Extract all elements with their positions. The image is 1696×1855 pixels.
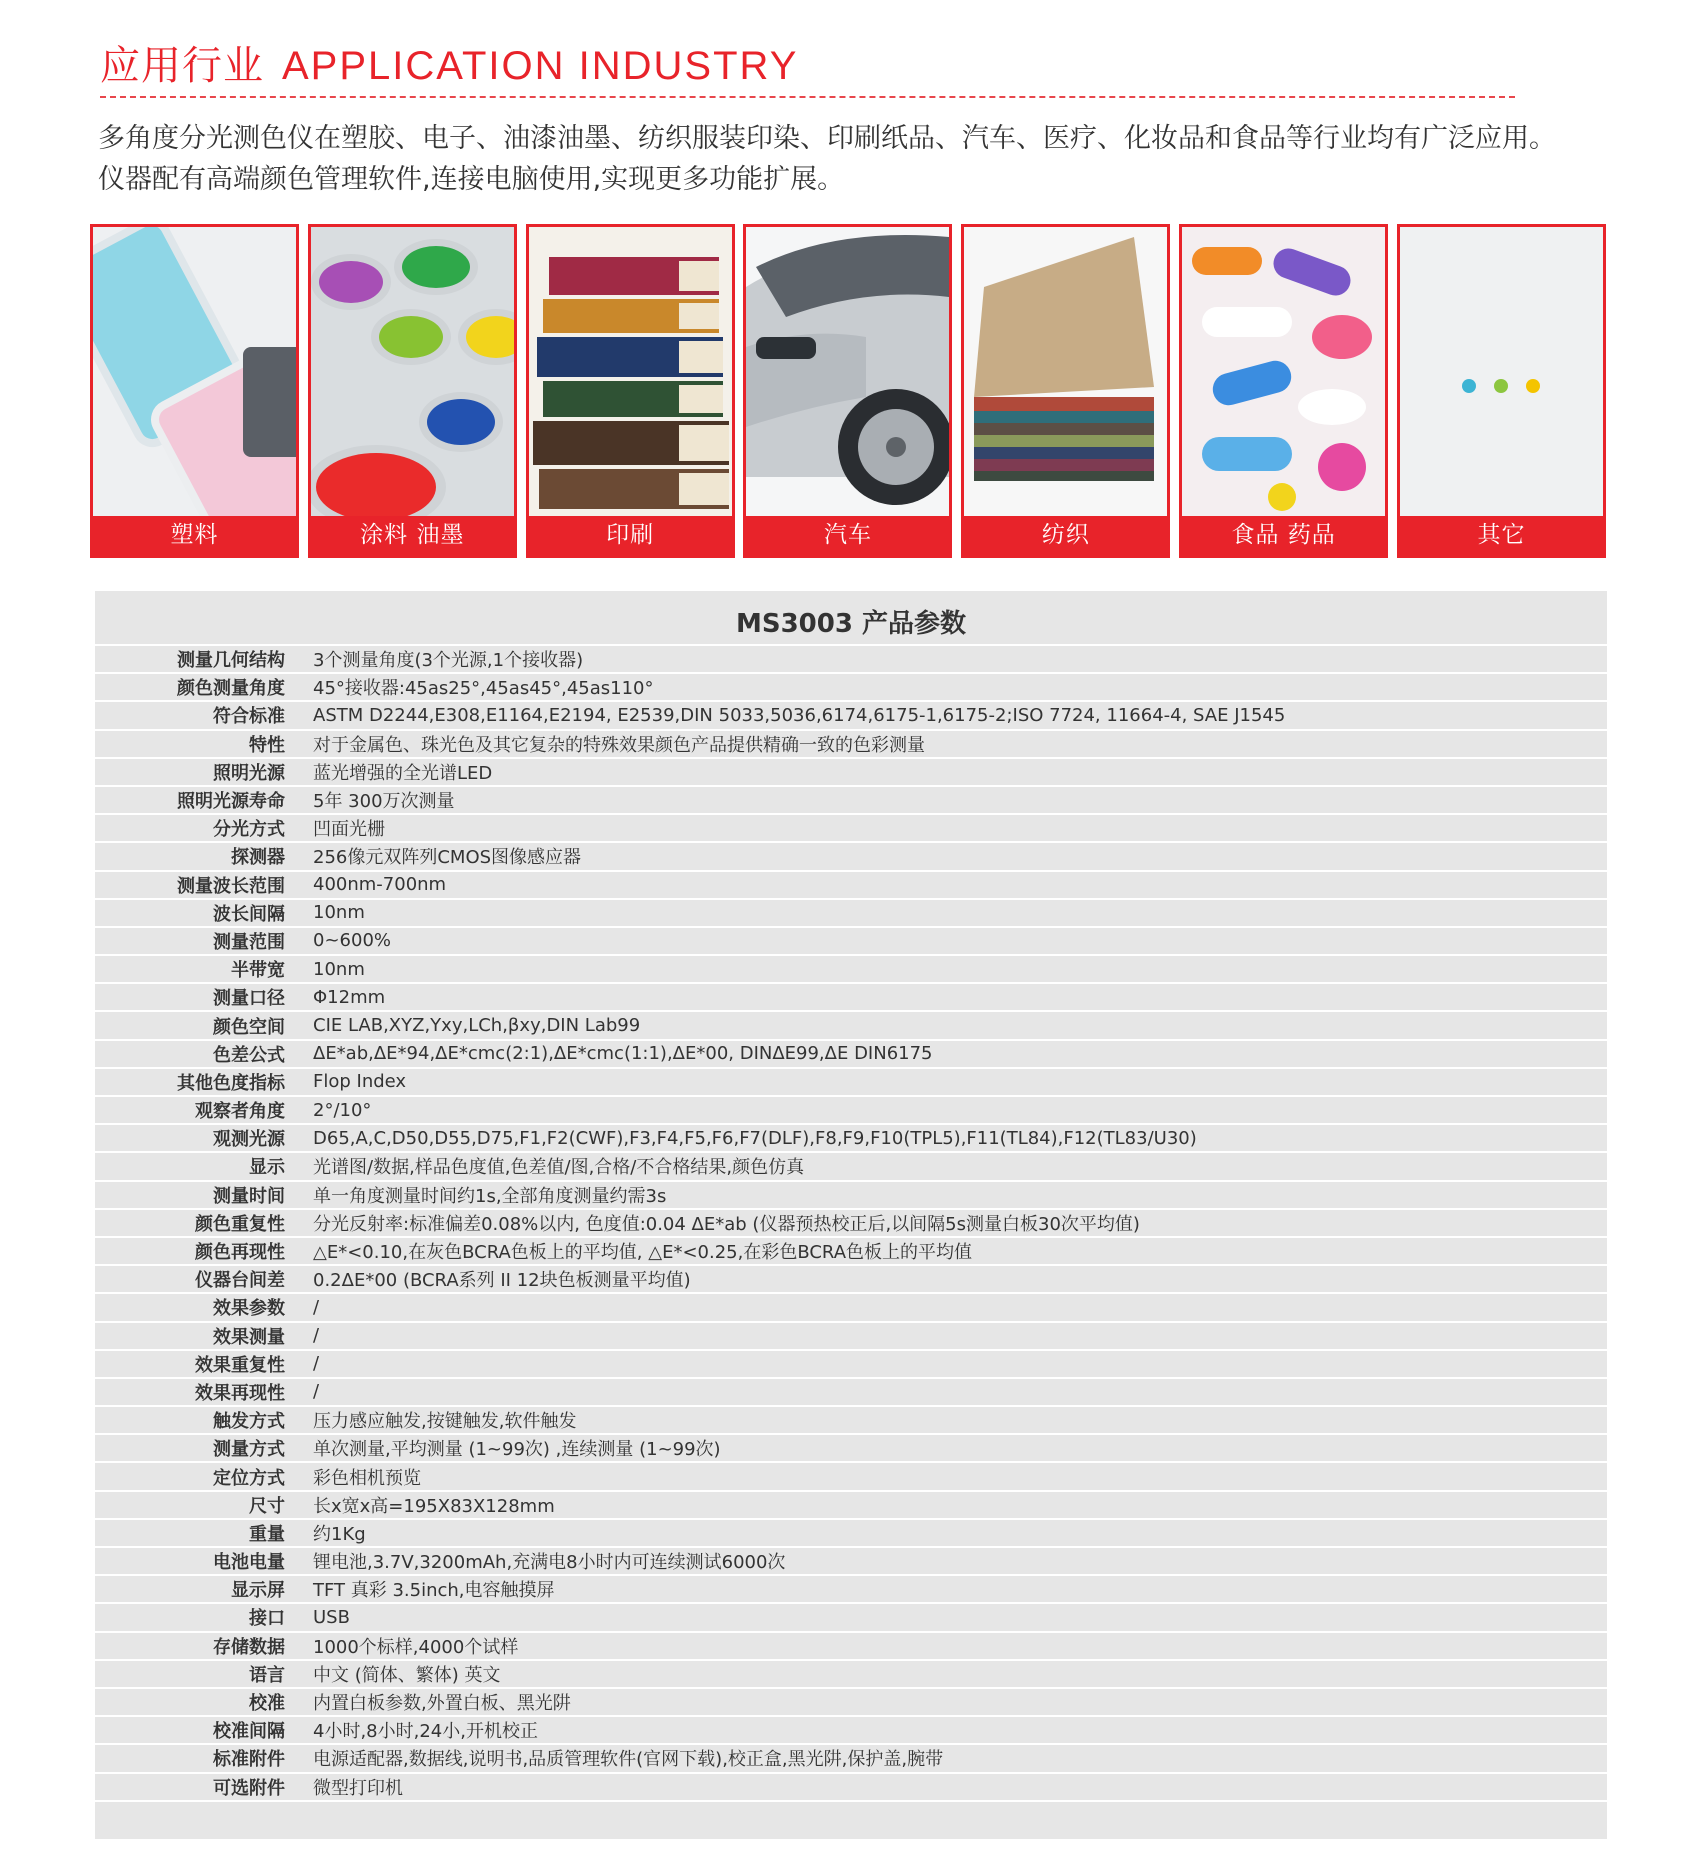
spec-row [95, 1661, 1607, 1689]
spec-row [95, 843, 1607, 871]
spec-row [95, 1407, 1607, 1435]
spec-title: MS3003 产品参数 [95, 591, 1607, 646]
spec-row [95, 1351, 1607, 1379]
spec-key: 测量口径 [213, 988, 285, 1010]
spec-row [95, 1125, 1607, 1153]
spec-value: USB [313, 1606, 350, 1628]
spec-key: 语言 [249, 1664, 285, 1686]
spec-value: D65,A,C,D50,D55,D75,F1,F2(CWF),F3,F4,F5,F6,F7(DLF),F8,F9,F10(TPL5),F11(TL84),F12(TL83/U30) [313, 1127, 1197, 1149]
spec-row [95, 1097, 1607, 1125]
spec-value: 彩色相机预览 [313, 1467, 421, 1489]
spec-row [95, 1717, 1607, 1745]
spec-row [95, 1604, 1607, 1632]
industry-card-paint [308, 224, 517, 558]
intro-line-2: 仪器配有高端颜色管理软件,连接电脑使用,实现更多功能扩展。 [98, 164, 845, 195]
spec-key: 颜色测量角度 [177, 678, 285, 700]
spec-row [95, 1294, 1607, 1322]
spec-row [95, 731, 1607, 759]
spec-key: 接口 [249, 1608, 285, 1630]
spec-key: 仪器台间差 [195, 1270, 285, 1292]
books-icon [529, 227, 732, 516]
industry-cards [90, 224, 1606, 558]
spec-row [95, 1435, 1607, 1463]
spec-key: 照明光源 [213, 762, 285, 784]
spec-row [95, 1210, 1607, 1238]
spec-row [95, 1463, 1607, 1491]
phone-case-icon [93, 227, 296, 516]
spec-value: 单一角度测量时间约1s,全部角度测量约需3s [313, 1185, 667, 1207]
spec-key: 颜色重复性 [195, 1213, 285, 1235]
spec-value: 10nm [313, 958, 365, 980]
spec-key: 波长间隔 [213, 903, 285, 925]
spec-key: 色差公式 [213, 1044, 285, 1066]
spec-key: 测量时间 [213, 1185, 285, 1207]
pills-icon [1182, 227, 1385, 516]
spec-value: 分光反射率:标准偏差0.08%以内, 色度值:0.04 ΔE*ab (仪器预热校正后,以间隔5s测量白板30次平均值) [313, 1213, 1140, 1235]
spec-value: CIE LAB,XYZ,Yxy,LCh,βxy,DIN Lab99 [313, 1015, 641, 1037]
spec-row [95, 1153, 1607, 1181]
paint-cans-icon [311, 227, 514, 516]
spec-key: 半带宽 [231, 960, 285, 982]
spec-key: 测量波长范围 [177, 875, 285, 897]
spec-row [95, 1576, 1607, 1604]
spec-key: 测量几何结构 [177, 650, 285, 672]
spec-value: 电源适配器,数据线,说明书,品质管理软件(官网下载),校正盒,黑光阱,保护盖,腕带 [313, 1749, 944, 1771]
intro-text [98, 118, 1658, 200]
spec-value: / [313, 1353, 320, 1375]
spec-key: 显示屏 [231, 1580, 285, 1602]
spec-key: 特性 [249, 734, 285, 756]
spec-value: 400nm-700nm [313, 874, 447, 896]
industry-label: 纺织 [1041, 522, 1090, 548]
title-divider [100, 96, 1515, 98]
car-icon [746, 227, 949, 516]
spec-value: 锂电池,3.7V,3200mAh,充满电8小时内可连续测试6000次 [313, 1552, 786, 1574]
industry-label: 涂料 油墨 [360, 522, 465, 548]
spec-row [95, 1182, 1607, 1210]
spec-value: 长x宽x高=195X83X128mm [313, 1495, 555, 1517]
spec-row [95, 674, 1607, 702]
spec-key: 存储数据 [213, 1636, 285, 1658]
spec-row [95, 1012, 1607, 1040]
spec-row [95, 984, 1607, 1012]
spec-key: 其他色度指标 [177, 1072, 285, 1094]
spec-value: 1000个标样,4000个试样 [313, 1636, 519, 1658]
spec-row [95, 1069, 1607, 1097]
spec-row [95, 1520, 1607, 1548]
spec-row [95, 1266, 1607, 1294]
spec-row [95, 928, 1607, 956]
spec-key: 重量 [249, 1523, 285, 1545]
spec-row [95, 1745, 1607, 1773]
spec-key: 触发方式 [213, 1411, 285, 1433]
spec-key: 颜色空间 [213, 1016, 285, 1038]
fabric-icon [964, 227, 1167, 516]
spec-value: Flop Index [313, 1071, 407, 1093]
spec-value: 0.2ΔE*00 (BCRA系列 II 12块色板测量平均值) [313, 1270, 691, 1292]
spec-key: 效果再现性 [195, 1382, 285, 1404]
spec-row [95, 1774, 1607, 1802]
spec-key: 定位方式 [213, 1467, 285, 1489]
spec-value: 内置白板参数,外置白板、黑光阱 [313, 1693, 571, 1715]
intro-line-1: 多角度分光测色仪在塑胶、电子、油漆油墨、纺织服装印染、印刷纸品、汽车、医疗、化妆品和食品等行业均有广泛应用。 [98, 123, 1556, 154]
spec-value: / [313, 1381, 320, 1403]
industry-label: 食品 药品 [1231, 522, 1336, 548]
spec-row [95, 1323, 1607, 1351]
spec-value: / [313, 1325, 320, 1347]
spec-key: 校准间隔 [213, 1721, 285, 1743]
spec-key: 可选附件 [213, 1777, 285, 1799]
title-en: APPLICATION INDUSTRY [282, 44, 799, 88]
spec-value: 3个测量角度(3个光源,1个接收器) [313, 650, 584, 672]
industry-label: 汽车 [823, 522, 872, 548]
spec-row [95, 1548, 1607, 1576]
spec-value: 45°接收器:45as25°,45as45°,45as110° [313, 678, 654, 700]
industry-card-other [1397, 224, 1606, 558]
spec-row [95, 1689, 1607, 1717]
spec-row [95, 759, 1607, 787]
spec-value: 4小时,8小时,24小,开机校正 [313, 1721, 538, 1743]
spec-key: 效果测量 [213, 1326, 285, 1348]
spec-value: 蓝光增强的全光谱LED [313, 762, 493, 784]
dots-icon [1400, 227, 1603, 516]
industry-label: 其它 [1477, 522, 1526, 548]
industry-card-food-drug [1179, 224, 1388, 558]
spec-row [95, 787, 1607, 815]
spec-row [95, 1238, 1607, 1266]
spec-value: 5年 300万次测量 [313, 791, 455, 813]
spec-row [95, 872, 1607, 900]
spec-row [95, 702, 1607, 730]
spec-key: 电池电量 [213, 1552, 285, 1574]
spec-value: 2°/10° [313, 1099, 372, 1121]
spec-key: 测量方式 [213, 1439, 285, 1461]
spec-row [95, 815, 1607, 843]
spec-value: 光谱图/数据,样品色度值,色差值/图,合格/不合格结果,颜色仿真 [313, 1157, 805, 1179]
spec-value: 256像元双阵列CMOS图像感应器 [313, 847, 582, 869]
spec-value: 凹面光栅 [313, 819, 385, 841]
spec-value: ASTM D2244,E308,E1164,E2194, E2539,DIN 5033,5036,6174,6175-1,6175-2;ISO 7724, 11664-4, SAE J1545 [313, 704, 1286, 726]
spec-key: 测量范围 [213, 931, 285, 953]
spec-value: 约1Kg [313, 1523, 366, 1545]
spec-row [95, 900, 1607, 928]
industry-card-plastic [90, 224, 299, 558]
spec-key: 符合标准 [213, 706, 285, 728]
spec-value: 单次测量,平均测量 (1~99次) ,连续测量 (1~99次) [313, 1439, 721, 1461]
spec-value: 中文 (简体、繁体) 英文 [313, 1664, 501, 1686]
spec-row [95, 1492, 1607, 1520]
spec-key: 尺寸 [249, 1495, 285, 1517]
spec-key: 颜色再现性 [195, 1242, 285, 1264]
industry-label: 塑料 [170, 522, 219, 548]
spec-value: TFT 真彩 3.5inch,电容触摸屏 [313, 1580, 555, 1602]
spec-key: 标准附件 [213, 1749, 285, 1771]
industry-label: 印刷 [606, 522, 655, 548]
spec-value: / [313, 1296, 320, 1318]
spec-table [95, 591, 1607, 1839]
spec-row [95, 1633, 1607, 1661]
spec-key: 校准 [249, 1693, 285, 1715]
spec-key: 显示 [249, 1157, 285, 1179]
spec-row [95, 956, 1607, 984]
spec-value: ΔE*ab,ΔE*94,ΔE*cmc(2:1),ΔE*cmc(1:1),ΔE*00, DINΔE99,ΔE DIN6175 [313, 1043, 933, 1065]
title-cn: 应用行业 [100, 43, 264, 89]
spec-value: △E*<0.10,在灰色BCRA色板上的平均值, △E*<0.25,在彩色BCRA色板上的平均值 [313, 1242, 973, 1264]
spec-key: 观察者角度 [195, 1101, 285, 1123]
section-title [100, 38, 798, 94]
spec-value: 微型打印机 [313, 1777, 403, 1799]
industry-card-car [743, 224, 952, 558]
spec-value: 压力感应触发,按键触发,软件触发 [313, 1411, 577, 1433]
spec-key: 探测器 [231, 847, 285, 869]
spec-value: Φ12mm [313, 986, 386, 1008]
spec-rows [95, 646, 1607, 1802]
spec-key: 效果参数 [213, 1298, 285, 1320]
spec-value: 0~600% [313, 930, 391, 952]
spec-key: 效果重复性 [195, 1354, 285, 1376]
industry-card-print [526, 224, 735, 558]
spec-key: 分光方式 [213, 819, 285, 841]
industry-card-textile [961, 224, 1170, 558]
spec-value: 10nm [313, 902, 365, 924]
spec-row [95, 1379, 1607, 1407]
spec-key: 照明光源寿命 [177, 791, 285, 813]
spec-key: 观测光源 [213, 1129, 285, 1151]
spec-value: 对于金属色、珠光色及其它复杂的特殊效果颜色产品提供精确一致的色彩测量 [313, 734, 925, 756]
spec-row [95, 1041, 1607, 1069]
spec-row [95, 646, 1607, 674]
